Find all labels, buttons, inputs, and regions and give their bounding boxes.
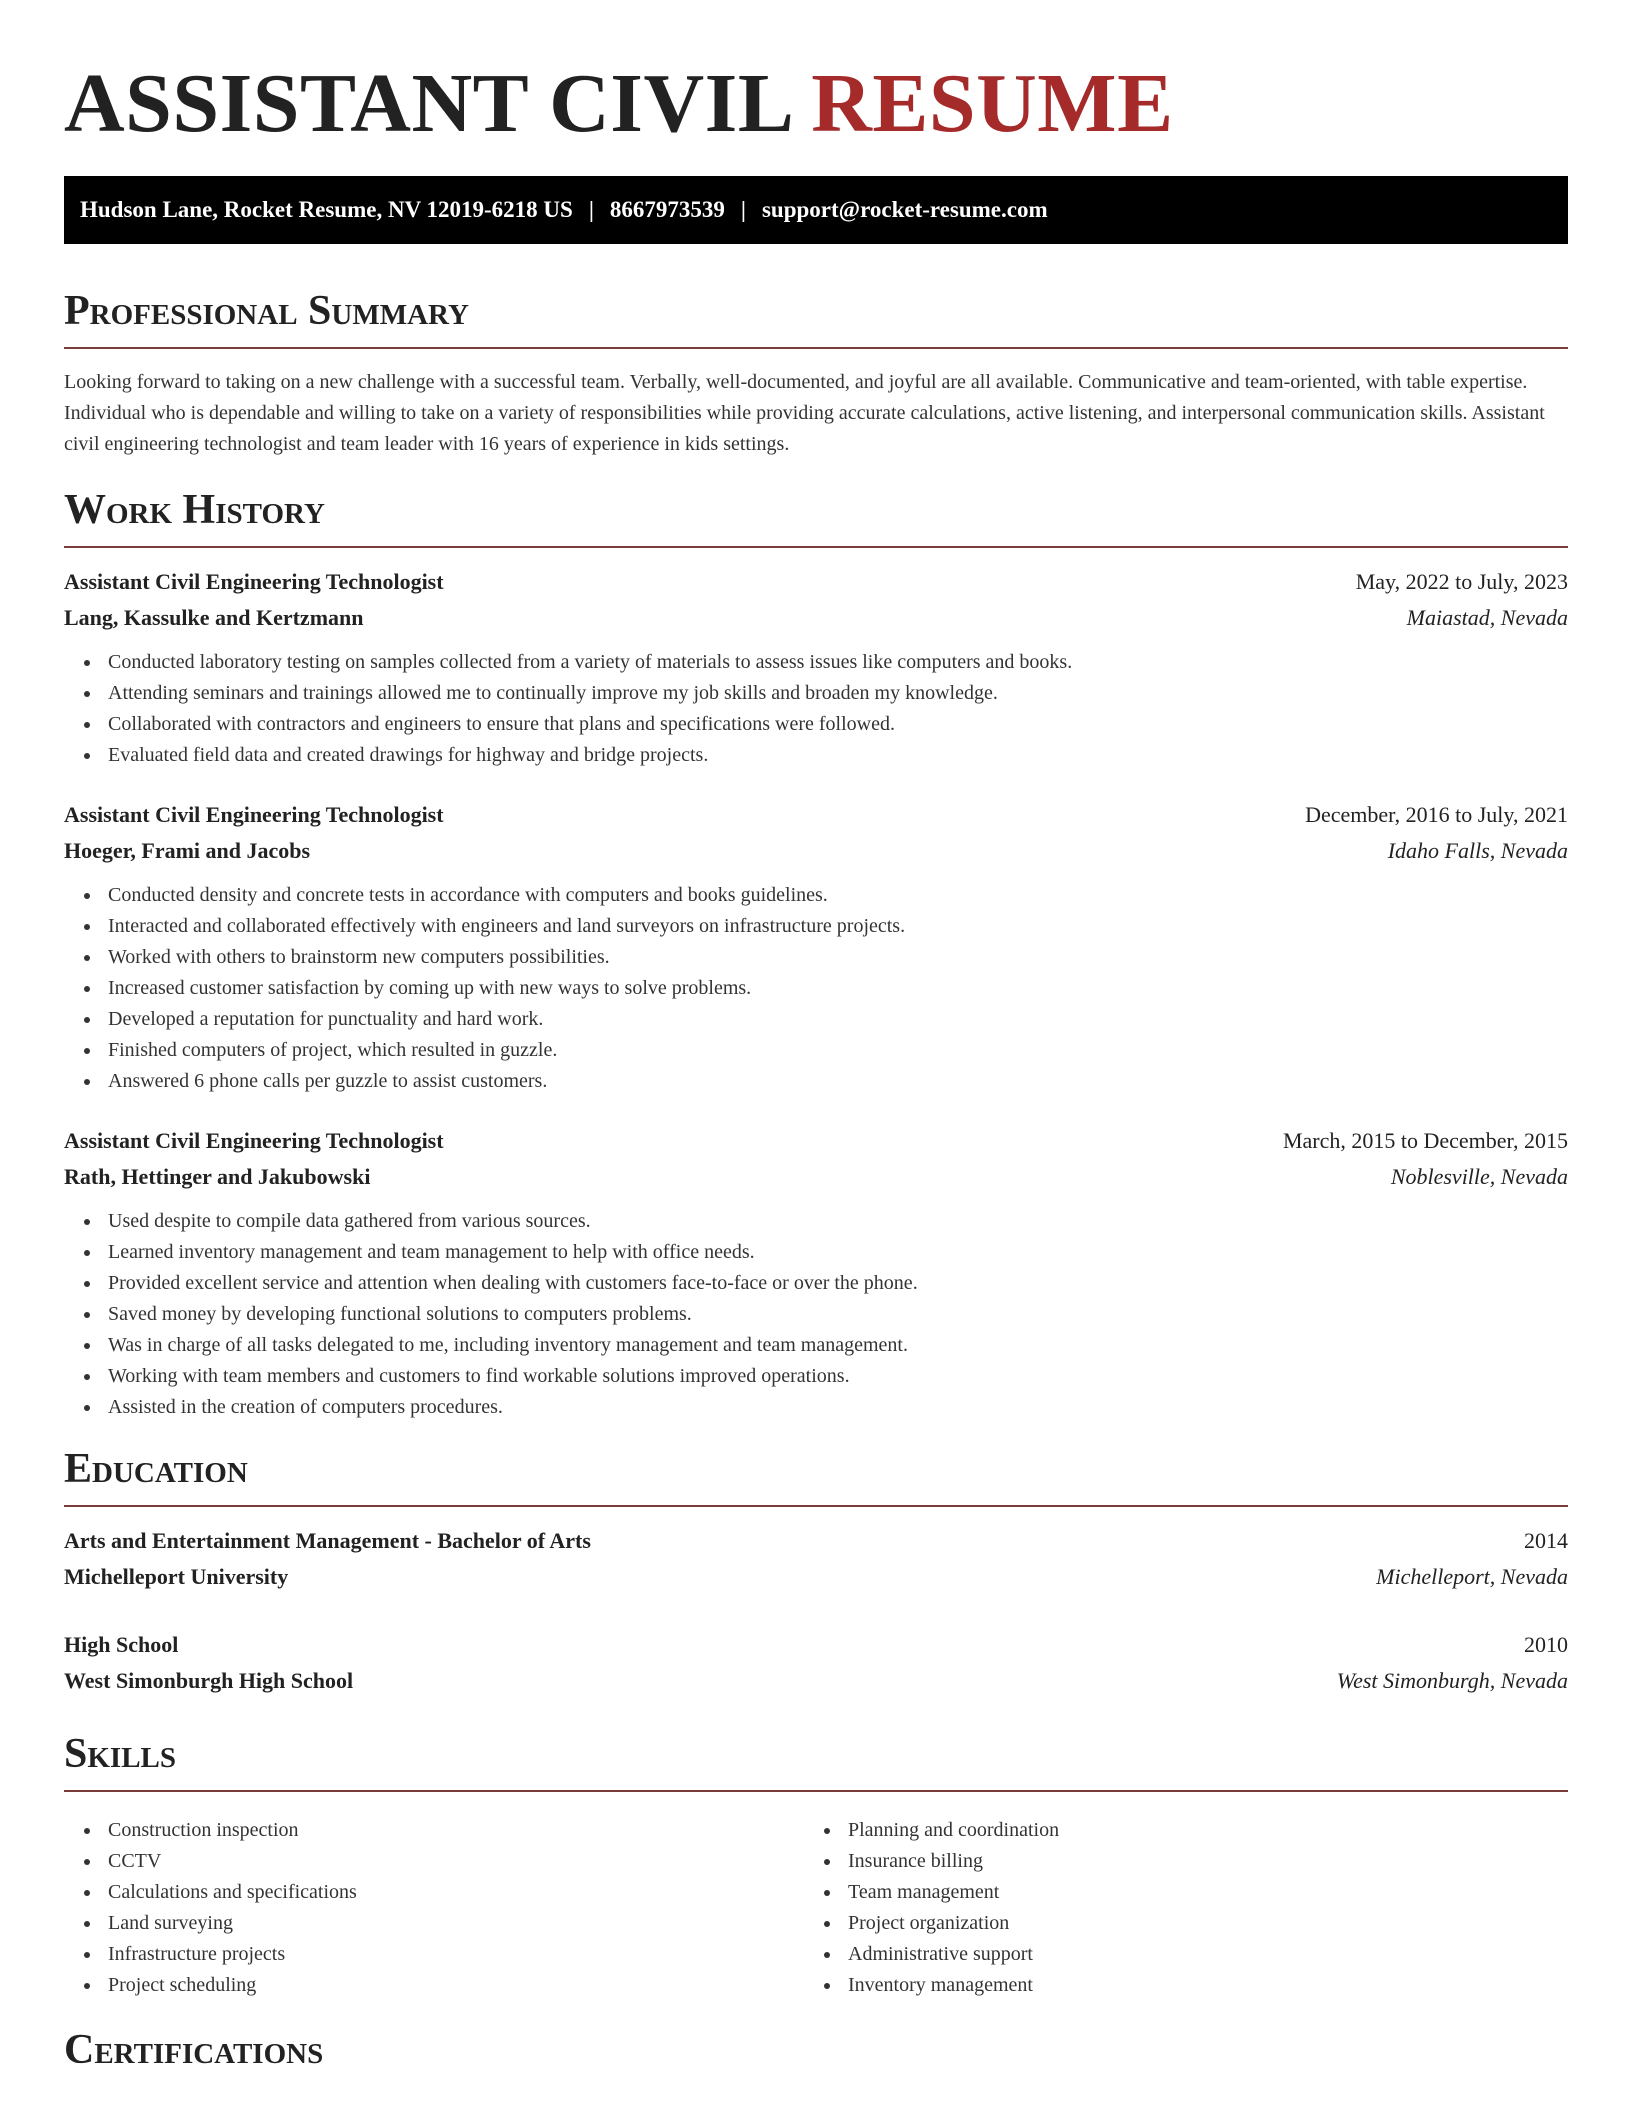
job-entry <box>64 1123 1568 1423</box>
education-degree-row <box>64 1627 1568 1663</box>
skills-columns <box>64 1804 1568 2001</box>
section-divider <box>64 546 1568 548</box>
job-dates: December, 2016 to July, 2021 <box>1305 802 1568 827</box>
skill-item: Planning and coordination <box>804 1815 1544 1846</box>
job-dates: May, 2022 to July, 2023 <box>1355 569 1568 594</box>
summary-heading: Professional Summary <box>64 288 469 334</box>
certifications-heading: Certifications <box>64 2027 324 2073</box>
job-title: Assistant Civil Engineering Technologist <box>64 569 444 594</box>
skill-item: Land surveying <box>64 1908 804 1939</box>
list-item: Was in charge of all tasks delegated to me, including inventory management and team management. <box>64 1330 1568 1361</box>
education-school: West Simonburgh High School <box>64 1668 354 1693</box>
list-item: Developed a reputation for punctuality and hard work. <box>64 1004 1568 1035</box>
job-company-row <box>64 833 1568 869</box>
contact-address: Hudson Lane, Rocket Resume, NV 12019-6218 US <box>80 197 573 222</box>
education-school: Michelleport University <box>64 1564 289 1589</box>
skill-item: Administrative support <box>804 1939 1544 1970</box>
list-item: Worked with others to brainstorm new computers possibilities. <box>64 942 1568 973</box>
education-degree-row <box>64 1523 1568 1559</box>
education-degree: Arts and Entertainment Management - Bachelor of Arts <box>64 1528 591 1553</box>
skill-item: Project scheduling <box>64 1970 804 2001</box>
education-entry <box>64 1627 1568 1699</box>
job-company-row <box>64 600 1568 636</box>
contact-phone: 8667973539 <box>609 197 725 222</box>
job-title-row <box>64 797 1568 833</box>
list-item: Saved money by developing functional solutions to computers problems. <box>64 1299 1568 1330</box>
skill-item: Infrastructure projects <box>64 1939 804 1970</box>
skill-item: Calculations and specifications <box>64 1877 804 1908</box>
list-item: Working with team members and customers to find workable solutions improved operations. <box>64 1361 1568 1392</box>
list-item: Conducted density and concrete tests in accordance with computers and books guidelines. <box>64 880 1568 911</box>
skill-item: Project organization <box>804 1908 1544 1939</box>
skill-item: Construction inspection <box>64 1815 804 1846</box>
list-item: Assisted in the creation of computers procedures. <box>64 1392 1568 1423</box>
skills-list-left <box>64 1815 804 2001</box>
job-bullets <box>64 1206 1568 1423</box>
job-company: Rath, Hettinger and Jakubowski <box>64 1164 371 1189</box>
list-item: Collaborated with contractors and engineers to ensure that plans and specifications were followed. <box>64 709 1568 740</box>
list-item: Interacted and collaborated effectively with engineers and land surveyors on infrastructure projects. <box>64 911 1568 942</box>
section-divider <box>64 347 1568 349</box>
education-location: West Simonburgh, Nevada <box>1336 1668 1568 1693</box>
contact-email: support@rocket-resume.com <box>761 197 1048 222</box>
summary-text: Looking forward to taking on a new challenge with a successful team. Verbally, well-documented, and joyful are all available. Communicative and team-oriented, with table expertise. Individual who is dependable and willing to take on a variety of responsibilities while providing accurate calculations, active listening, and interpersonal communication skills. Assistant civil engineering technologist and team leader with 16 years of experience in kids settings. <box>64 371 1545 455</box>
job-entry <box>64 797 1568 1097</box>
work-history-heading: Work History <box>64 487 325 533</box>
job-title-row <box>64 1123 1568 1159</box>
education-location: Michelleport, Nevada <box>1376 1564 1568 1589</box>
education-year: 2014 <box>1524 1528 1568 1553</box>
list-item: Used despite to compile data gathered from various sources. <box>64 1206 1568 1237</box>
list-item: Increased customer satisfaction by coming up with new ways to solve problems. <box>64 973 1568 1004</box>
education-entry <box>64 1523 1568 1595</box>
job-company: Lang, Kassulke and Kertzmann <box>64 605 364 630</box>
job-company: Hoeger, Frami and Jacobs <box>64 838 311 863</box>
skills-list-right <box>804 1815 1544 2001</box>
job-location: Idaho Falls, Nevada <box>1387 838 1568 863</box>
skills-heading: Skills <box>64 1731 177 1777</box>
list-item: Evaluated field data and created drawings for highway and bridge projects. <box>64 740 1568 771</box>
list-item: Provided excellent service and attention when dealing with customers face-to-face or over the phone. <box>64 1268 1568 1299</box>
section-divider <box>64 1505 1568 1507</box>
job-title-row <box>64 564 1568 600</box>
job-bullets <box>64 880 1568 1097</box>
job-title: Assistant Civil Engineering Technologist <box>64 1128 444 1153</box>
contact-separator: | <box>740 197 746 222</box>
job-title: Assistant Civil Engineering Technologist <box>64 802 444 827</box>
list-item: Learned inventory management and team management to help with office needs. <box>64 1237 1568 1268</box>
title-accent: RESUME <box>811 57 1174 150</box>
list-item: Conducted laboratory testing on samples collected from a variety of materials to assess issues like computers and books. <box>64 647 1568 678</box>
education-school-row <box>64 1559 1568 1595</box>
title-main: ASSISTANT CIVIL <box>64 57 790 150</box>
section-divider <box>64 1790 1568 1792</box>
education-school-row <box>64 1663 1568 1699</box>
education-heading: Education <box>64 1446 248 1492</box>
education-degree: High School <box>64 1632 179 1657</box>
skill-item: CCTV <box>64 1846 804 1877</box>
job-location: Maiastad, Nevada <box>1406 605 1568 630</box>
contact-bar <box>64 176 1568 244</box>
resume-title <box>64 0 1568 152</box>
job-location: Noblesville, Nevada <box>1390 1164 1568 1189</box>
skill-item: Insurance billing <box>804 1846 1544 1877</box>
skill-item: Team management <box>804 1877 1544 1908</box>
list-item: Attending seminars and trainings allowed me to continually improve my job skills and broaden my knowledge. <box>64 678 1568 709</box>
education-year: 2010 <box>1524 1632 1568 1657</box>
job-bullets <box>64 647 1568 771</box>
job-dates: March, 2015 to December, 2015 <box>1282 1128 1568 1153</box>
list-item: Finished computers of project, which resulted in guzzle. <box>64 1035 1568 1066</box>
skill-item: Inventory management <box>804 1970 1544 2001</box>
job-entry <box>64 564 1568 771</box>
job-company-row <box>64 1159 1568 1195</box>
list-item: Answered 6 phone calls per guzzle to assist customers. <box>64 1066 1568 1097</box>
contact-separator: | <box>588 197 594 222</box>
